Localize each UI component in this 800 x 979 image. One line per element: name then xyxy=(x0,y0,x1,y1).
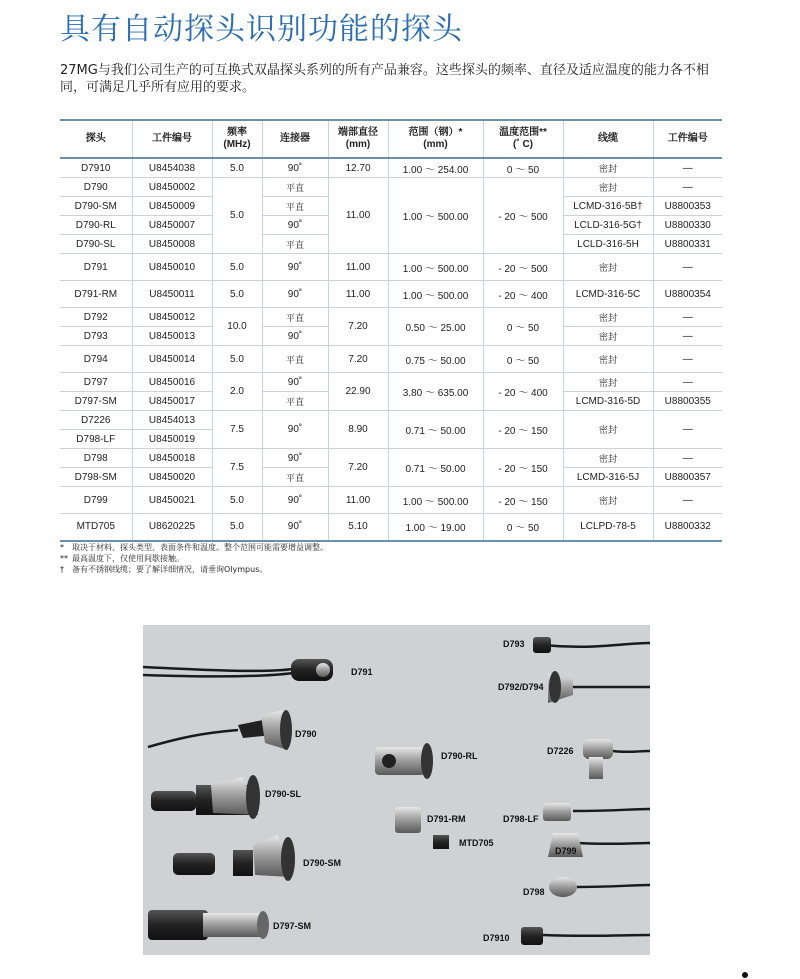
cell-tip-diameter: 11.00 xyxy=(328,281,388,308)
footnote: † 备有不锈钢线缆；要了解详细情况，请垂询Olympus。 xyxy=(60,565,268,574)
cell-connector: 90˚ xyxy=(262,216,328,235)
cell-probe: D798-SM xyxy=(60,468,132,487)
cell-probe: D794 xyxy=(60,346,132,373)
probe-mtd705 xyxy=(433,835,449,849)
cell-part-no: U8450010 xyxy=(132,254,212,281)
cell-frequency: 5.0 xyxy=(212,254,262,281)
cell-cable: 密封 xyxy=(563,254,653,281)
cell-probe: MTD705 xyxy=(60,514,132,541)
cell-connector: 90˚ xyxy=(262,281,328,308)
cell-part-no: U8450011 xyxy=(132,281,212,308)
cell-part-no: U8450018 xyxy=(132,449,212,468)
probe-d798 xyxy=(549,877,577,897)
table-row xyxy=(60,281,722,308)
cell-cable-part-no: — xyxy=(653,308,722,327)
cell-connector: 90˚ xyxy=(262,411,328,449)
label-d790-rl: D790-RL xyxy=(441,751,478,761)
cell-cable-part-no: U8800355 xyxy=(653,392,722,411)
cell-cable-part-no: — xyxy=(653,411,722,449)
header-part-no: 工件编号 xyxy=(132,120,212,158)
cell-cable: LCLD-316-5H xyxy=(563,235,653,254)
cell-part-no: U8450020 xyxy=(132,468,212,487)
table-row xyxy=(60,411,722,430)
cell-probe: D790 xyxy=(60,178,132,197)
cell-temperature: - 20 ～ 150 xyxy=(483,487,563,514)
cell-range: 0.71 ～ 50.00 xyxy=(388,411,483,449)
label-d799: D799 xyxy=(555,846,577,856)
cell-frequency: 10.0 xyxy=(212,308,262,346)
label-d791-rm: D791-RM xyxy=(427,814,466,824)
label-d792-d794: D792/D794 xyxy=(498,682,544,692)
cell-connector: 90˚ xyxy=(262,514,328,541)
cell-tip-diameter: 7.20 xyxy=(328,346,388,373)
label-mtd705: MTD705 xyxy=(459,838,494,848)
page-marker xyxy=(742,972,748,978)
cell-cable: LCMD-316-5B† xyxy=(563,197,653,216)
cell-range: 0.71 ～ 50.00 xyxy=(388,449,483,487)
cell-cable-part-no: — xyxy=(653,254,722,281)
table-row xyxy=(60,158,722,178)
cell-cable-part-no: — xyxy=(653,178,722,197)
cell-cable: LCLD-316-5G† xyxy=(563,216,653,235)
cell-cable-part-no: U8800332 xyxy=(653,514,722,541)
cell-part-no: U8454038 xyxy=(132,158,212,178)
cell-temperature: 0 ～ 50 xyxy=(483,514,563,541)
cell-connector: 平直 xyxy=(262,235,328,254)
cell-connector: 平直 xyxy=(262,392,328,411)
probe-d7910 xyxy=(521,927,543,945)
cell-frequency: 7.5 xyxy=(212,411,262,449)
cell-temperature: 0 ～ 50 xyxy=(483,346,563,373)
cell-cable: 密封 xyxy=(563,346,653,373)
cell-cable: 密封 xyxy=(563,373,653,392)
table-row xyxy=(60,346,722,373)
cell-part-no: U8450008 xyxy=(132,235,212,254)
cell-range: 1.00 ～ 500.00 xyxy=(388,487,483,514)
cell-temperature: 0 ～ 50 xyxy=(483,308,563,346)
cell-range: 1.00 ～ 19.00 xyxy=(388,514,483,541)
probe-d791-rm xyxy=(395,807,421,833)
footnote: ** 最高温度下，仅使用间歇接触。 xyxy=(60,554,184,563)
cell-cable: LCMD-316-5C xyxy=(563,281,653,308)
cell-probe: D798 xyxy=(60,449,132,468)
cell-cable-part-no: — xyxy=(653,373,722,392)
cell-connector: 90˚ xyxy=(262,373,328,392)
cell-part-no: U8450002 xyxy=(132,178,212,197)
probe-photo xyxy=(143,625,650,955)
cell-probe: D797 xyxy=(60,373,132,392)
cell-temperature: - 20 ～ 150 xyxy=(483,411,563,449)
cell-range: 1.00 ～ 500.00 xyxy=(388,178,483,254)
table-row xyxy=(60,373,722,392)
cell-frequency: 5.0 xyxy=(212,178,262,254)
footnotes xyxy=(60,542,328,575)
header-cable-part-no: 工件编号 xyxy=(653,120,722,158)
cell-connector: 平直 xyxy=(262,197,328,216)
cell-part-no: U8450016 xyxy=(132,373,212,392)
table-row xyxy=(60,449,722,468)
cell-range: 0.50 ～ 25.00 xyxy=(388,308,483,346)
cell-range: 3.80 ～ 635.00 xyxy=(388,373,483,411)
cell-part-no: U8450021 xyxy=(132,487,212,514)
header-cable: 线缆 xyxy=(563,120,653,158)
cell-part-no: U8450013 xyxy=(132,327,212,346)
cell-tip-diameter: 11.00 xyxy=(328,487,388,514)
cell-tip-diameter: 5.10 xyxy=(328,514,388,541)
table-header-row xyxy=(60,120,722,158)
cell-cable-part-no: — xyxy=(653,327,722,346)
table-row xyxy=(60,514,722,541)
probe-d797-sm xyxy=(148,910,208,940)
probe-d790-sl xyxy=(151,791,196,811)
label-d791: D791 xyxy=(351,667,373,677)
probe-d7226 xyxy=(583,739,613,759)
label-d798-lf: D798-LF xyxy=(503,814,539,824)
cell-connector: 平直 xyxy=(262,178,328,197)
table-row xyxy=(60,178,722,197)
cell-cable-part-no: — xyxy=(653,158,722,178)
cell-cable-part-no: U8800331 xyxy=(653,235,722,254)
cell-probe: D790-SL xyxy=(60,235,132,254)
table-row xyxy=(60,308,722,327)
probe-d798-lf xyxy=(543,803,571,821)
cell-part-no: U8450012 xyxy=(132,308,212,327)
cell-tip-diameter: 7.20 xyxy=(328,308,388,346)
cell-temperature: 0 ～ 50 xyxy=(483,158,563,178)
cell-frequency: 7.5 xyxy=(212,449,262,487)
cell-cable: 密封 xyxy=(563,327,653,346)
cell-part-no: U8450007 xyxy=(132,216,212,235)
cell-part-no: U8620225 xyxy=(132,514,212,541)
cell-part-no: U8450017 xyxy=(132,392,212,411)
cell-temperature: - 20 ～ 150 xyxy=(483,449,563,487)
cell-connector: 90˚ xyxy=(262,254,328,281)
probe-d790-sm xyxy=(173,853,215,875)
cell-tip-diameter: 7.20 xyxy=(328,449,388,487)
cell-part-no: U8454013 xyxy=(132,411,212,430)
header-probe: 探头 xyxy=(60,120,132,158)
cell-connector: 90˚ xyxy=(262,158,328,178)
cell-range: 1.00 ～ 500.00 xyxy=(388,281,483,308)
header-temperature: 温度范围** (˚ C) xyxy=(483,120,563,158)
cell-frequency: 5.0 xyxy=(212,487,262,514)
cell-connector: 平直 xyxy=(262,308,328,327)
cell-probe: D799 xyxy=(60,487,132,514)
cell-part-no: U8450009 xyxy=(132,197,212,216)
cell-probe: D792 xyxy=(60,308,132,327)
cell-cable: 密封 xyxy=(563,487,653,514)
cell-frequency: 5.0 xyxy=(212,281,262,308)
header-frequency: 频率 (MHz) xyxy=(212,120,262,158)
cell-frequency: 2.0 xyxy=(212,373,262,411)
label-d790: D790 xyxy=(295,729,317,739)
cell-cable: 密封 xyxy=(563,178,653,197)
cell-temperature: - 20 ～ 500 xyxy=(483,178,563,254)
cell-part-no: U8450019 xyxy=(132,430,212,449)
intro-paragraph: 27MG与我们公司生产的可互换式双晶探头系列的所有产品兼容。这些探头的频率、直径及适应温度的能力各不相同，可满足几乎所有应用的要求。 xyxy=(60,63,709,95)
cell-probe: D791-RM xyxy=(60,281,132,308)
cell-cable: LCLPD-78-5 xyxy=(563,514,653,541)
cell-cable: LCMD-316-5D xyxy=(563,392,653,411)
cell-cable-part-no: U8800357 xyxy=(653,468,722,487)
cell-frequency: 5.0 xyxy=(212,158,262,178)
header-connector: 连接器 xyxy=(262,120,328,158)
cell-tip-diameter: 8.90 xyxy=(328,411,388,449)
label-d797-sm: D797-SM xyxy=(273,921,312,931)
cell-range: 1.00 ～ 500.00 xyxy=(388,254,483,281)
cell-cable-part-no: — xyxy=(653,449,722,468)
label-d7226: D7226 xyxy=(547,746,574,756)
cell-connector: 平直 xyxy=(262,468,328,487)
cell-probe: D790-RL xyxy=(60,216,132,235)
footnote: * 取决于材料、探头类型、表面条件和温度。整个范围可能需要增益调整。 xyxy=(60,543,328,552)
cell-probe: D7226 xyxy=(60,411,132,430)
cell-cable: 密封 xyxy=(563,449,653,468)
label-d798: D798 xyxy=(523,887,545,897)
cell-connector: 90˚ xyxy=(262,327,328,346)
cell-tip-diameter: 22.90 xyxy=(328,373,388,411)
cell-connector: 90˚ xyxy=(262,449,328,468)
probe-d793 xyxy=(533,637,551,653)
cell-cable: 密封 xyxy=(563,308,653,327)
page-title: 具有自动探头识别功能的探头 xyxy=(60,12,463,47)
cell-connector: 90˚ xyxy=(262,487,328,514)
probe-spec-table xyxy=(60,119,722,542)
cell-cable-part-no: U8800354 xyxy=(653,281,722,308)
cell-temperature: - 20 ～ 400 xyxy=(483,281,563,308)
cell-range: 1.00 ～ 254.00 xyxy=(388,158,483,178)
cell-range: 0.75 ～ 50.00 xyxy=(388,346,483,373)
header-tip-diameter: 端部直径 (mm) xyxy=(328,120,388,158)
cell-temperature: - 20 ～ 400 xyxy=(483,373,563,411)
cell-tip-diameter: 11.00 xyxy=(328,178,388,254)
cell-cable: 密封 xyxy=(563,158,653,178)
header-range: 范围（钢）* (mm) xyxy=(388,120,483,158)
label-d7910: D7910 xyxy=(483,933,510,943)
label-d790-sl: D790-SL xyxy=(265,789,302,799)
table-row xyxy=(60,487,722,514)
label-d793: D793 xyxy=(503,639,525,649)
table-row xyxy=(60,254,722,281)
cell-cable-part-no: — xyxy=(653,487,722,514)
cell-cable-part-no: — xyxy=(653,346,722,373)
cell-tip-diameter: 12.70 xyxy=(328,158,388,178)
cell-frequency: 5.0 xyxy=(212,346,262,373)
cell-probe: D791 xyxy=(60,254,132,281)
cell-tip-diameter: 11.00 xyxy=(328,254,388,281)
cell-probe: D793 xyxy=(60,327,132,346)
cell-probe: D798-LF xyxy=(60,430,132,449)
cell-frequency: 5.0 xyxy=(212,514,262,541)
cell-part-no: U8450014 xyxy=(132,346,212,373)
cell-probe: D7910 xyxy=(60,158,132,178)
cell-cable: 密封 xyxy=(563,411,653,449)
label-d790-sm: D790-SM xyxy=(303,858,342,868)
cell-cable: LCMD-316-5J xyxy=(563,468,653,487)
cell-connector: 平直 xyxy=(262,346,328,373)
cell-cable-part-no: U8800353 xyxy=(653,197,722,216)
probe-illustration xyxy=(143,625,650,955)
cell-probe: D790-SM xyxy=(60,197,132,216)
cell-cable-part-no: U8800330 xyxy=(653,216,722,235)
cell-probe: D797-SM xyxy=(60,392,132,411)
cell-temperature: - 20 ～ 500 xyxy=(483,254,563,281)
